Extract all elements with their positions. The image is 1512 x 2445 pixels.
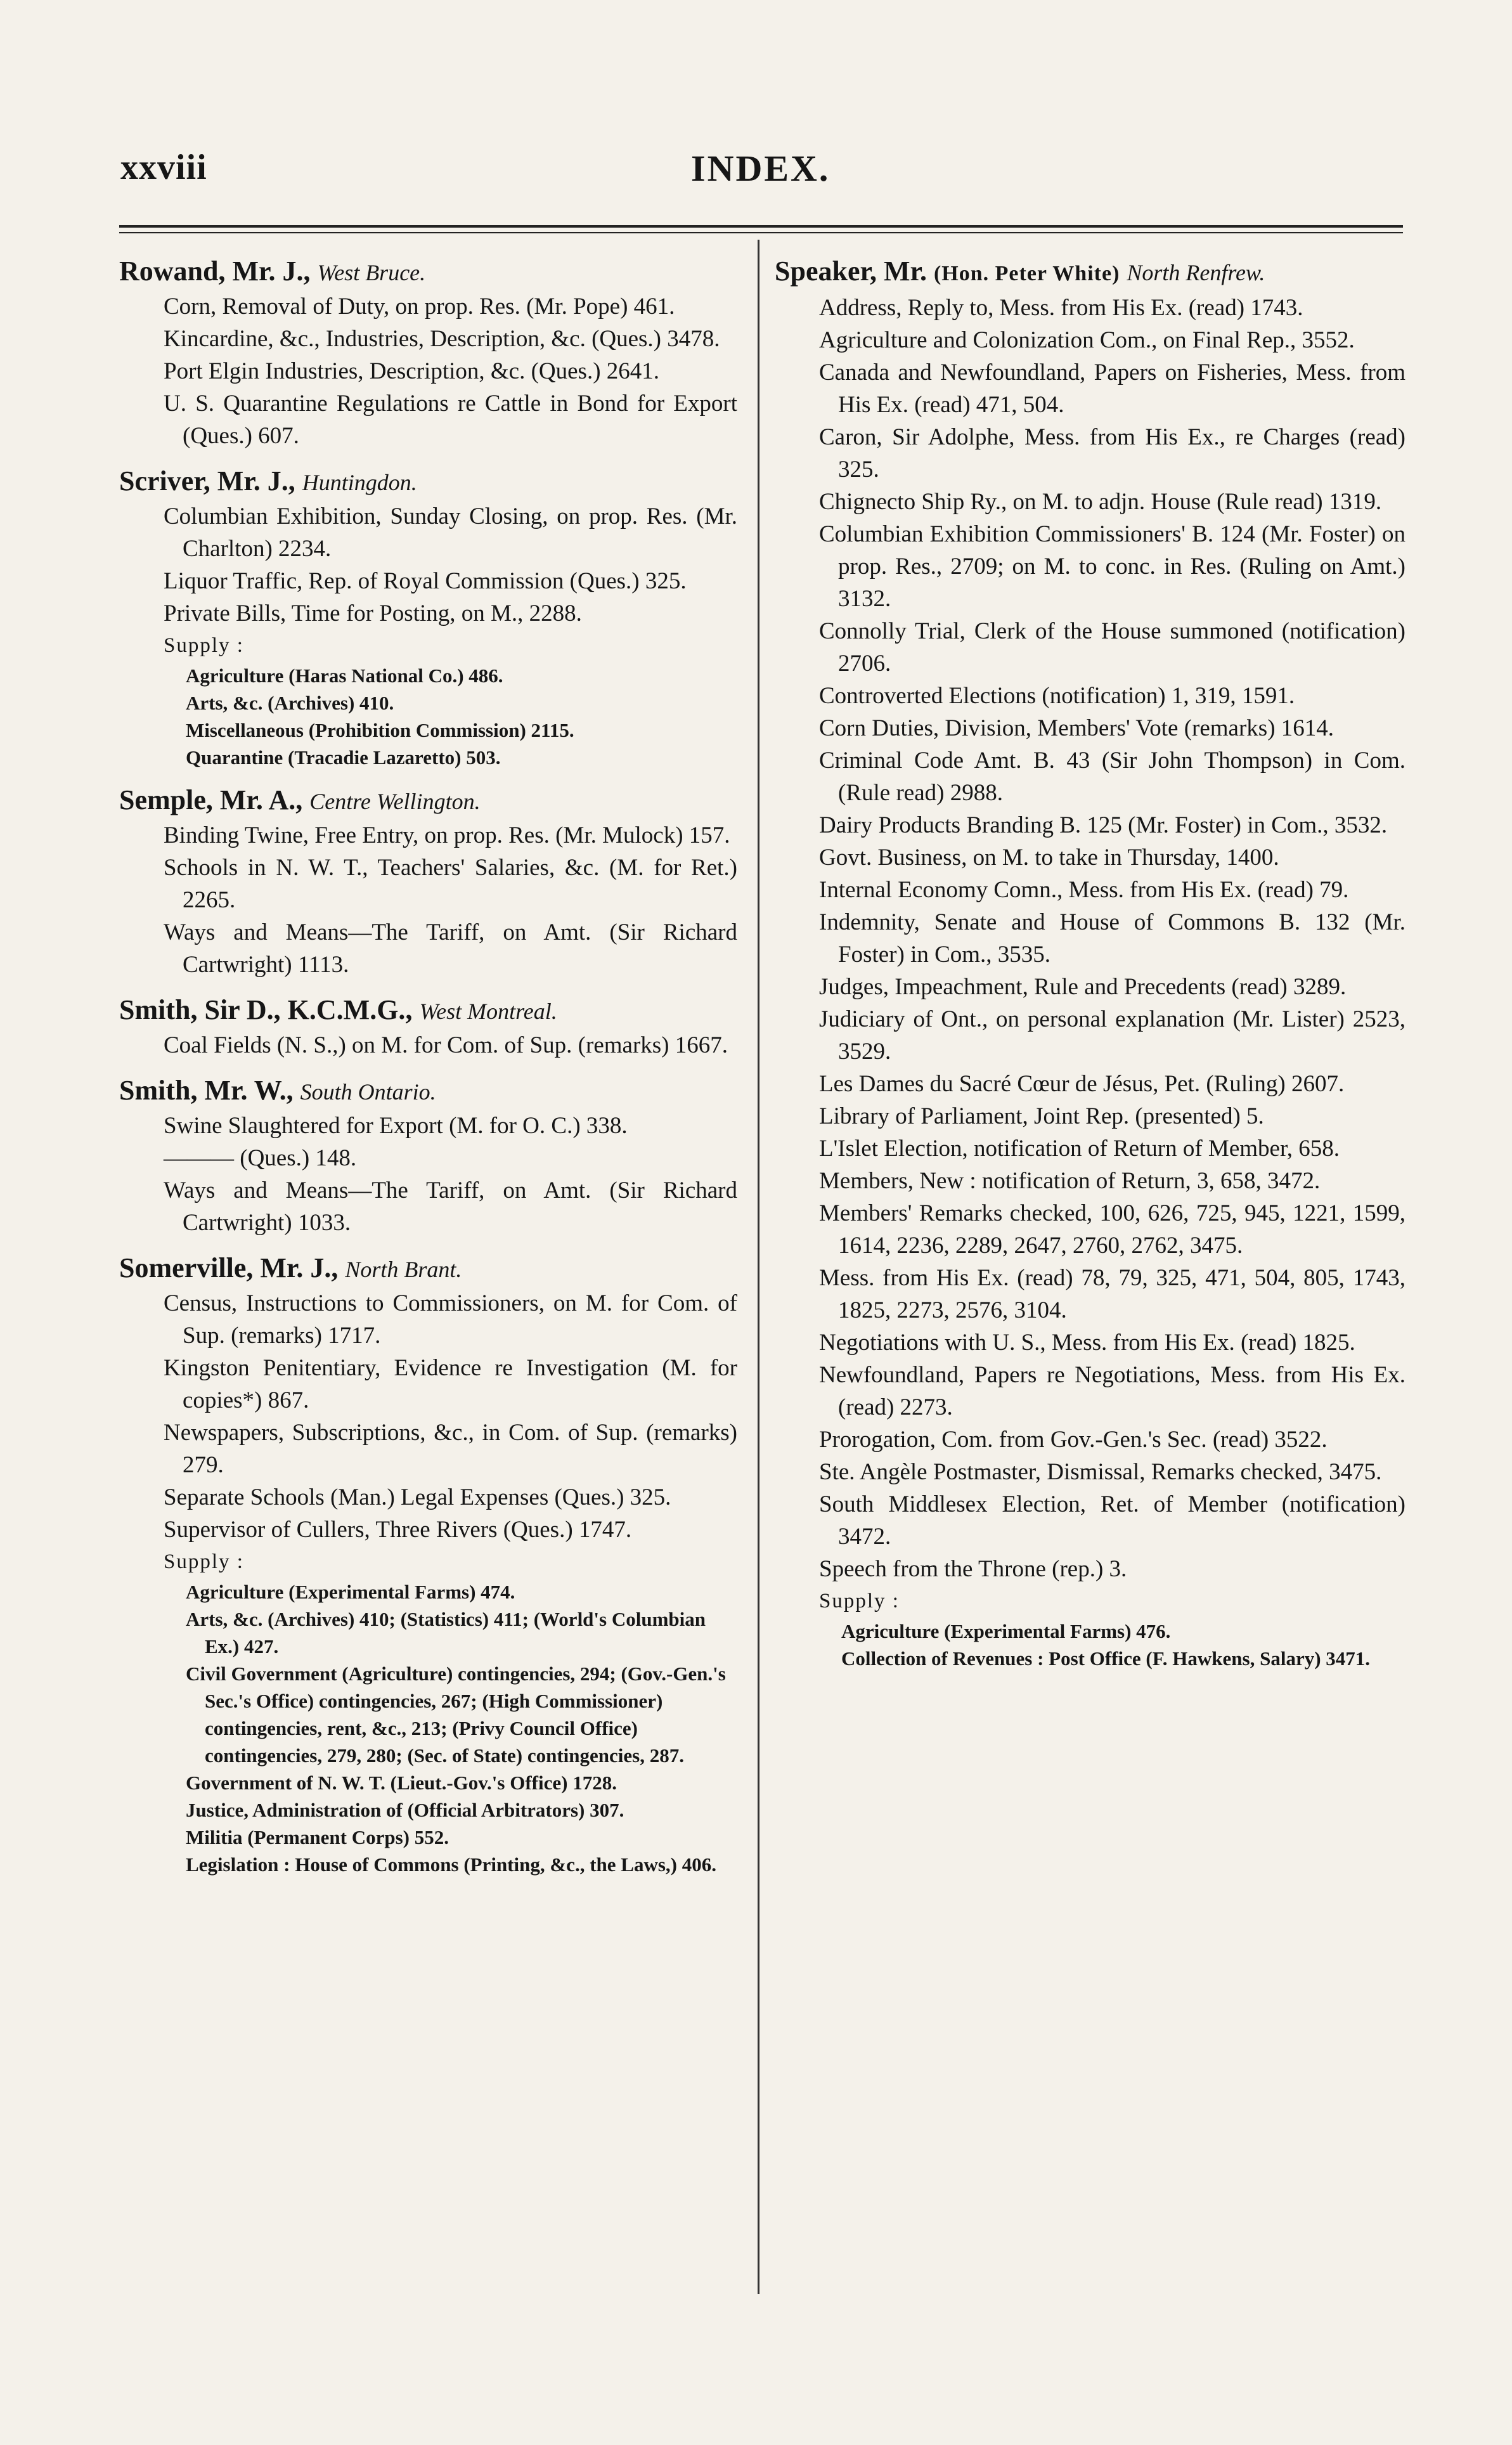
- member-name: Smith, Sir D., K.C.M.G.: [119, 994, 406, 1025]
- index-item: Columbian Exhibition Commissioners' B. 124 (Mr. Foster) on prop. Res., 2709; on M. to conc. in Res. (Ruling on Amt.) 3132.: [819, 521, 1405, 612]
- member-constituency: Centre Wellington.: [309, 789, 481, 814]
- index-item: U. S. Quarantine Regulations re Cattle in Bond for Export (Ques.) 607.: [164, 391, 737, 449]
- index-item: Mess. from His Ex. (read) 78, 79, 325, 471, 504, 805, 1743, 1825, 2273, 2576, 3104.: [819, 1265, 1405, 1323]
- index-item: Port Elgin Industries, Description, &c. (Ques.) 2641.: [164, 358, 660, 384]
- index-item: Newspapers, Subscriptions, &c., in Com. of Sup. (remarks) 279.: [164, 1420, 737, 1478]
- supply-item: Militia (Permanent Corps) 552.: [186, 1826, 449, 1848]
- index-item: Swine Slaughtered for Export (M. for O. C.) 338.: [164, 1113, 628, 1139]
- member-constituency: South Ontario.: [300, 1079, 436, 1105]
- index-item: Private Bills, Time for Posting, on M., 2288.: [164, 600, 582, 626]
- index-item: Separate Schools (Man.) Legal Expenses (Ques.) 325.: [164, 1484, 671, 1510]
- member-name: Rowand, Mr. J.: [119, 256, 304, 287]
- index-item: Schools in N. W. T., Teachers' Salaries, &c. (M. for Ret.) 2265.: [164, 855, 737, 913]
- index-item: Indemnity, Senate and House of Commons B. 132 (Mr. Foster) in Com., 3535.: [819, 909, 1405, 968]
- member-constituency: North Brant.: [345, 1257, 462, 1282]
- index-item: Connolly Trial, Clerk of the House summoned (notification) 2706.: [819, 618, 1405, 677]
- index-item: Ways and Means—The Tariff, on Amt. (Sir Richard Cartwright) 1113.: [164, 919, 737, 978]
- supply-label: Supply :: [164, 634, 244, 657]
- column-divider: [758, 240, 759, 2294]
- supply-item: Agriculture (Experimental Farms) 476.: [841, 1620, 1171, 1642]
- header-rule-bottom: [119, 232, 1403, 233]
- index-item: Address, Reply to, Mess. from His Ex. (read) 1743.: [819, 295, 1303, 321]
- index-entry-semple: Semple, Mr. A., Centre Wellington. Binding Twine, Free Entry, on prop. Res. (Mr. Mulock) 157. Schools in N. W. T., Teachers' Salaries, &c. (M. for Ret.) 2265. Ways and Means—The Tariff, on Amt. (Sir Richard Cartwright) 1113.: [119, 782, 737, 981]
- index-item: Caron, Sir Adolphe, Mess. from His Ex., re Charges (read) 325.: [819, 424, 1405, 483]
- index-item: Kincardine, &c., Industries, Description, &c. (Ques.) 3478.: [164, 326, 720, 352]
- index-item: Les Dames du Sacré Cœur de Jésus, Pet. (Ruling) 2607.: [819, 1071, 1345, 1097]
- index-item: Binding Twine, Free Entry, on prop. Res. (Mr. Mulock) 157.: [164, 822, 730, 848]
- page-title: INDEX.: [691, 148, 830, 189]
- index-item: Liquor Traffic, Rep. of Royal Commission (Ques.) 325.: [164, 568, 687, 594]
- supply-label: Supply :: [164, 1550, 244, 1573]
- supply-item: Arts, &c. (Archives) 410; (Statistics) 411; (World's Columbian Ex.) 427.: [186, 1608, 706, 1657]
- index-item: Ways and Means—The Tariff, on Amt. (Sir Richard Cartwright) 1033.: [164, 1177, 737, 1236]
- supply-item: Quarantine (Tracadie Lazaretto) 503.: [186, 746, 501, 769]
- member-constituency: Huntingdon.: [302, 470, 417, 495]
- page-number: xxviii: [120, 148, 207, 187]
- member-constituency: North Renfrew.: [1127, 260, 1265, 285]
- member-name: Semple, Mr. A.: [119, 784, 296, 815]
- index-item: Corn, Removal of Duty, on prop. Res. (Mr. Pope) 461.: [164, 294, 675, 320]
- index-item: Controverted Elections (notification) 1, 319, 1591.: [819, 683, 1295, 709]
- index-item: South Middlesex Election, Ret. of Member (notification) 3472.: [819, 1491, 1405, 1550]
- member-name: Smith, Mr. W.: [119, 1075, 287, 1106]
- supply-item: Government of N. W. T. (Lieut.-Gov.'s Office) 1728.: [186, 1772, 617, 1794]
- right-column: [775, 254, 1405, 1683]
- index-item: Columbian Exhibition, Sunday Closing, on prop. Res. (Mr. Charlton) 2234.: [164, 503, 737, 562]
- index-item: Criminal Code Amt. B. 43 (Sir John Thompson) in Com. (Rule read) 2988.: [819, 748, 1405, 806]
- member-name: Scriver, Mr. J.: [119, 465, 288, 496]
- index-item: L'Islet Election, notification of Return of Member, 658.: [819, 1136, 1340, 1162]
- index-item: Canada and Newfoundland, Papers on Fisheries, Mess. from His Ex. (read) 471, 504.: [819, 360, 1405, 418]
- index-entry-smith-d: Smith, Sir D., K.C.M.G., West Montreal. Coal Fields (N. S.,) on M. for Com. of Sup. (remarks) 1667.: [119, 992, 737, 1061]
- index-item: Census, Instructions to Commissioners, on M. for Com. of Sup. (remarks) 1717.: [164, 1290, 737, 1349]
- index-item: Coal Fields (N. S.,) on M. for Com. of Sup. (remarks) 1667.: [164, 1032, 728, 1058]
- index-item: Newfoundland, Papers re Negotiations, Mess. from His Ex. (read) 2273.: [819, 1362, 1405, 1420]
- index-item: Corn Duties, Division, Members' Vote (remarks) 1614.: [819, 715, 1334, 741]
- index-item: Library of Parliament, Joint Rep. (presented) 5.: [819, 1103, 1264, 1129]
- supply-label: Supply :: [819, 1590, 900, 1612]
- index-item: Ste. Angèle Postmaster, Dismissal, Remarks checked, 3475.: [819, 1459, 1382, 1485]
- index-item: Speech from the Throne (rep.) 3.: [819, 1556, 1127, 1582]
- supply-item: Agriculture (Haras National Co.) 486.: [186, 665, 503, 687]
- supply-item: Justice, Administration of (Official Arbitrators) 307.: [186, 1799, 624, 1821]
- index-entry-somerville: Somerville, Mr. J., North Brant. Census, Instructions to Commissioners, on M. for Com. of Sup. (remarks) 1717. Kingston Penitentiary, Evidence re Investigation (M. for copies*) 867. Newspapers, Subscriptions, &c., in Com. of Sup. (remarks) 279. Separate Schools (Man.) Legal Expenses (Ques.) 325. Supervisor of Cullers, Three Rivers (Ques.) 1747. Supply : Agriculture (Experimental Farms) 474. Arts, &c. (Archives) 410; (Statistics) 411; (World's Columbian Ex.) 427. Civil Government (Agriculture) contingencies, 294; (Gov.-Gen.'s Sec.'s Office) contingencies, 267; (High Commissioner) contingencies, rent, &c., 213; (Privy Council Office) contingencies, 279, 280; (Sec. of State) contingencies, 287. Government of N. W. T. (Lieut.-Gov.'s Office) 1728. Justice, Administration of (Official Arbitrators) 307. Militia (Permanent Corps) 552. Legislation : House of Commons (Printing, &c., the Laws,) 406.: [119, 1250, 737, 1878]
- index-item: Chignecto Ship Ry., on M. to adjn. House (Rule read) 1319.: [819, 489, 1382, 515]
- index-item: Judiciary of Ont., on personal explanation (Mr. Lister) 2523, 3529.: [819, 1006, 1405, 1065]
- header-rule-top: [119, 225, 1403, 228]
- index-item: Judges, Impeachment, Rule and Precedents (read) 3289.: [819, 974, 1347, 1000]
- supply-item: Collection of Revenues : Post Office (F. Hawkens, Salary) 3471.: [841, 1647, 1371, 1670]
- member-name-extra: (Hon. Peter White): [933, 262, 1120, 285]
- supply-item: Legislation : House of Commons (Printing, &c., the Laws,) 406.: [186, 1853, 716, 1876]
- supply-item: Agriculture (Experimental Farms) 474.: [186, 1581, 515, 1603]
- index-item: Members, New : notification of Return, 3, 658, 3472.: [819, 1168, 1321, 1194]
- left-column: [119, 254, 737, 1890]
- index-item: ——— (Ques.) 148.: [164, 1145, 357, 1171]
- index-item: Internal Economy Comn., Mess. from His Ex. (read) 79.: [819, 877, 1349, 903]
- index-item: Govt. Business, on M. to take in Thursday, 1400.: [819, 845, 1279, 871]
- index-item: Kingston Penitentiary, Evidence re Investigation (M. for copies*) 867.: [164, 1355, 737, 1413]
- supply-item: Miscellaneous (Prohibition Commission) 2115.: [186, 719, 574, 741]
- member-constituency: West Bruce.: [317, 260, 426, 285]
- member-constituency: West Montreal.: [419, 999, 557, 1024]
- index-entry-scriver: Scriver, Mr. J., Huntingdon. Columbian Exhibition, Sunday Closing, on prop. Res. (Mr. Charlton) 2234. Liquor Traffic, Rep. of Royal Commission (Ques.) 325. Private Bills, Time for Posting, on M., 2288. Supply : Agriculture (Haras National Co.) 486. Arts, &c. (Archives) 410. Miscellaneous (Prohibition Commission) 2115. Quarantine (Tracadie Lazaretto) 503.: [119, 464, 737, 771]
- page-header: [0, 147, 1512, 198]
- index-item: Supervisor of Cullers, Three Rivers (Ques.) 1747.: [164, 1517, 632, 1543]
- index-item: Negotiations with U. S., Mess. from His Ex. (read) 1825.: [819, 1330, 1355, 1356]
- index-item: Dairy Products Branding B. 125 (Mr. Foster) in Com., 3532.: [819, 812, 1388, 838]
- index-entry-rowand: Rowand, Mr. J., West Bruce. Corn, Removal of Duty, on prop. Res. (Mr. Pope) 461. Kincardine, &c., Industries, Description, &c. (Ques.) 3478. Port Elgin Industries, Description, &c. (Ques.) 2641. U. S. Quarantine Regulations re Cattle in Bond for Export (Ques.) 607.: [119, 254, 737, 452]
- supply-item: Civil Government (Agriculture) contingencies, 294; (Gov.-Gen.'s Sec.'s Office) contingencies, 267; (High Commissioner) contingencies, rent, &c., 213; (Privy Council Office) contingencies, 279, 280; (Sec. of State) contingencies, 287.: [186, 1663, 726, 1767]
- index-item: Prorogation, Com. from Gov.-Gen.'s Sec. (read) 3522.: [819, 1427, 1328, 1453]
- index-item: Agriculture and Colonization Com., on Final Rep., 3552.: [819, 327, 1355, 353]
- supply-item: Arts, &c. (Archives) 410.: [186, 692, 394, 714]
- index-item: Members' Remarks checked, 100, 626, 725, 945, 1221, 1599, 1614, 2236, 2289, 2647, 2760, 2762, 3475.: [819, 1200, 1405, 1259]
- index-entry-smith-w: Smith, Mr. W., South Ontario. Swine Slaughtered for Export (M. for O. C.) 338. ——— (Ques.) 148. Ways and Means—The Tariff, on Amt. (Sir Richard Cartwright) 1033.: [119, 1073, 737, 1239]
- member-name: Speaker, Mr.: [775, 256, 927, 287]
- member-name: Somerville, Mr. J.: [119, 1252, 332, 1283]
- index-entry-speaker: [775, 254, 1405, 1672]
